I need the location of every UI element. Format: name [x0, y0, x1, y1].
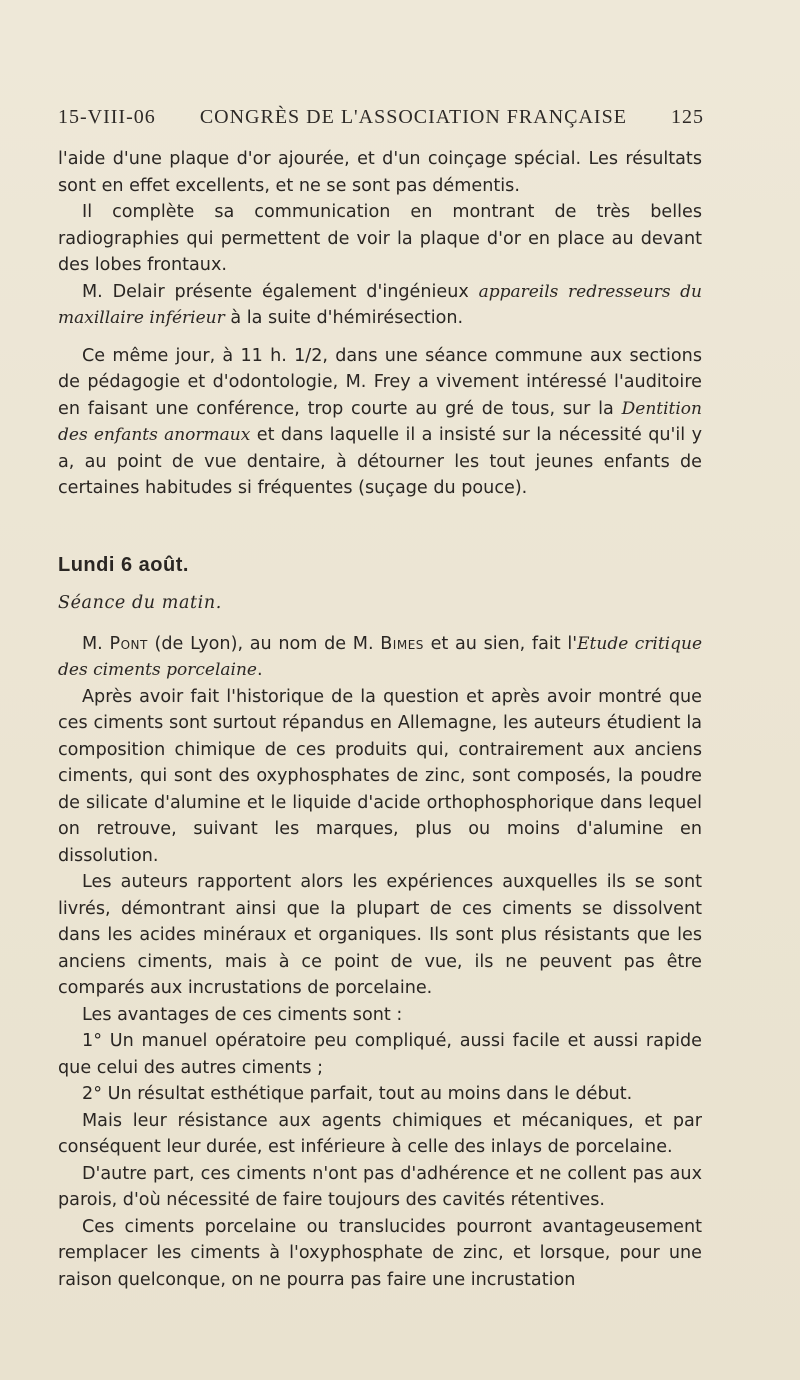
paragraph [58, 343, 702, 502]
paragraph-text: M. [82, 633, 110, 654]
paragraph-text: et au sien, fait [423, 633, 568, 654]
header-title: CONGRÈS DE L'ASSOCIATION FRANÇAISE [199, 106, 627, 128]
paragraph-text: (de Lyon), au nom de M. [147, 633, 381, 654]
body-text [58, 146, 702, 1293]
section-heading: Lundi 6 août. [58, 553, 189, 576]
paragraph: Mais leur résistance aux agents chimiques et mécaniques, et par conséquent leur durée, est inférieure à celle des inlays de porcelaine. [58, 1110, 702, 1157]
paragraph-text: et dans laquelle il a insisté sur la nécessité qu'il y a, au point de vue dentaire, à détourner les tout jeunes enfants de certaines habitudes si fréquentes (suçage du pouce). [58, 425, 702, 498]
author-name: Bimes [380, 633, 424, 654]
paragraph: D'autre part, ces ciments n'ont pas d'adhérence et ne collent pas aux parois, d'où nécessité de faire toujours des cavités rétentives. [58, 1163, 702, 1210]
paragraph-italic: appareils redresseurs du maxillaire inférieur [58, 281, 703, 328]
paragraph: Il complète sa communication en montrant de très belles radiographies qui permettent de voir la plaque d'or en place au devant des lobes frontaux. [58, 202, 702, 275]
paragraph [58, 631, 702, 684]
paragraph: Après avoir fait l'historique de la question et après avoir montré que ces ciments sont surtout répandus en Allemagne, les auteurs étudient la composition chimique de ces produits qui, contrairement aux anciens ciments, qui sont des oxyphosphates de zinc, sont composés, la poudre de silicate d'alumine et le liquide d'acide orthophosphorique dans lequel on retrouve, suivant les marques, plus ou moins d'alumine en dissolution. [58, 686, 702, 866]
section-subheading: Séance du matin. [58, 593, 222, 613]
list-item: 2° Un résultat esthétique parfait, tout au moins dans le début. [82, 1084, 633, 1104]
paragraph: l'aide d'une plaque d'or ajourée, et d'un coinçage spécial. Les résultats sont en effet excellents, et ne se sont pas démentis. [58, 149, 702, 196]
paragraph-italic: Dentition des enfants anormaux [58, 398, 702, 445]
paragraph-text: . [256, 660, 263, 680]
paragraph: Les avantages de ces ciments sont : [82, 1004, 403, 1025]
paragraph-text: Ce même jour, à 11 h. 1/2, dans une séance commune aux sections de pédagogie et d'odontologie, M. Frey a vivement intéressé l'auditoire en faisant une conférence, trop courte au gré de tous, sur la [58, 345, 702, 419]
paragraph [58, 279, 702, 332]
running-header [58, 106, 704, 129]
list-item: 1° Un manuel opératoire peu compliqué, aussi facile et aussi rapide que celui des autres ciments ; [58, 1031, 702, 1078]
paragraph-text: l' [567, 633, 578, 654]
paragraph-text: à la suite d'hémirésection. [224, 308, 464, 328]
paragraph: Les auteurs rapportent alors les expériences auxquelles ils se sont livrés, démontrant ainsi que la plupart de ces ciments se dissolvent dans les acides minéraux et organiques. Ils sont plus résistants que les anciens ciments, mais à ce point de vue, ils ne peuvent pas être comparés aux incrustations de porcelaine. [58, 872, 702, 998]
header-date: 15-VIII-06 [58, 106, 156, 128]
paragraph-text: M. Delair présente également d'ingénieux [82, 281, 479, 302]
paragraph: Ces ciments porcelaine ou translucides pourront avantageusement remplacer les ciments à l'oxyphosphate de zinc, et lorsque, pour une raison quelconque, on ne pourra pas faire une incrustation [58, 1216, 702, 1290]
page-number: 125 [671, 106, 704, 128]
paragraph-italic: Etude critique des ciments porcelaine [58, 633, 702, 680]
author-name: Pont [109, 633, 148, 654]
